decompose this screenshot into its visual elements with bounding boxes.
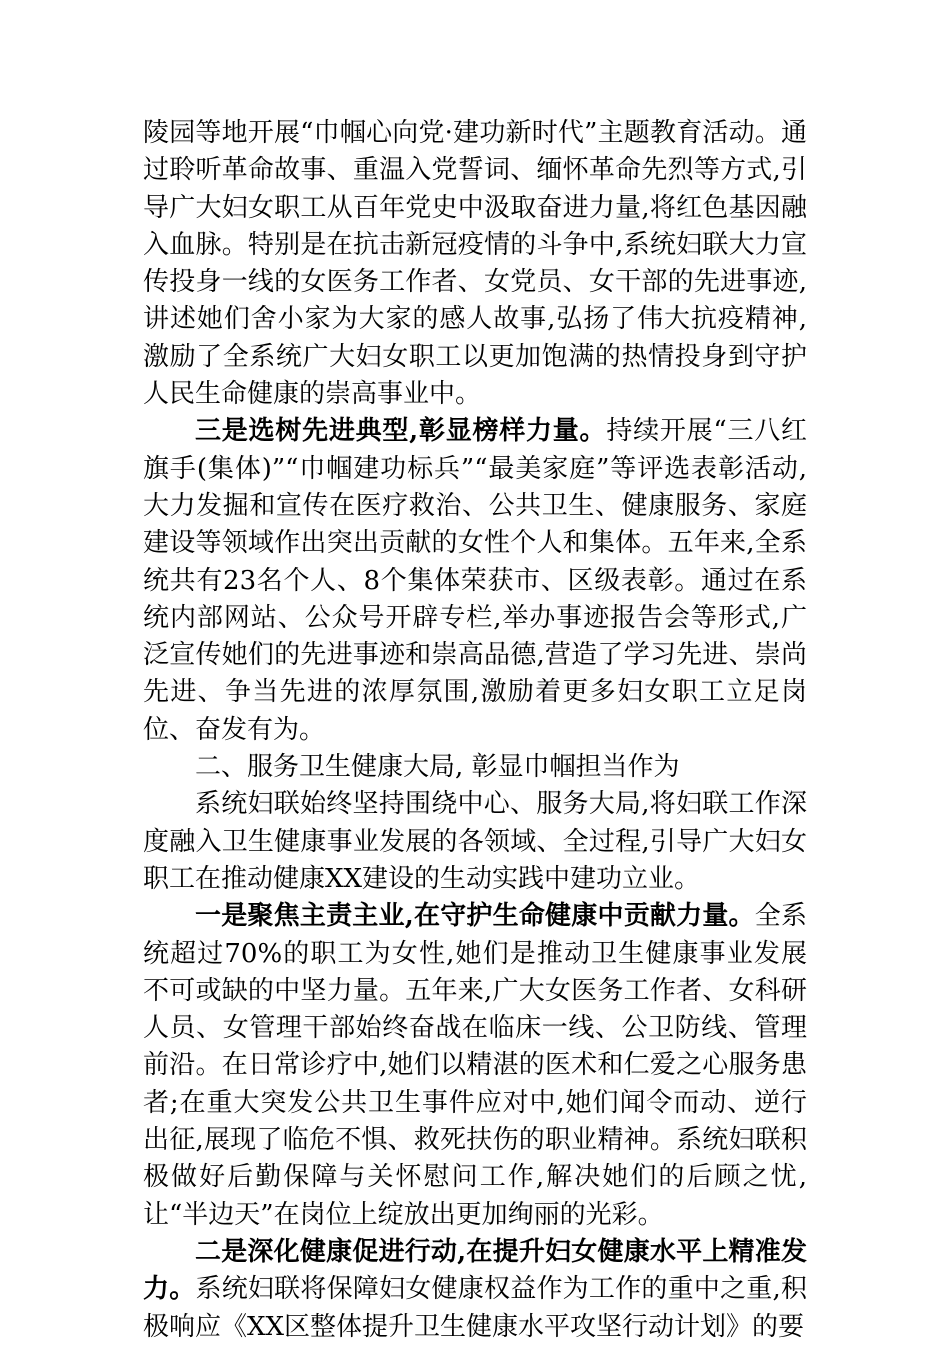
paragraph-text: 系统妇联将保障妇女健康权益作为工作的重中之重,积极响应《XX区整体提升卫生健康水平攻坚行动计划》的要 <box>143 1274 807 1342</box>
paragraph-role-models <box>143 413 807 749</box>
paragraph-health-promotion <box>143 1234 807 1346</box>
section-heading: 二、服务卫生健康大局, 彰显巾帼担当作为 <box>195 752 680 783</box>
paragraph-lead: 三是选树先进典型,彰显榜样力量。 <box>195 416 607 447</box>
paragraph-education-activities <box>143 115 807 413</box>
document-page <box>143 115 807 1346</box>
paragraph-lead: 一是聚焦主责主业,在守护生命健康中贡献力量。 <box>195 901 755 932</box>
paragraph-lead: 二是深化健康促进行动,在提升妇女健康水平上精准发力。 <box>143 1236 807 1305</box>
paragraph-section-intro <box>143 786 807 898</box>
paragraph-text: 系统妇联始终坚持围绕中心、服务大局,将妇联工作深度融入卫生健康事业发展的各领域、全过程,引导广大妇女职工在推动健康XX建设的生动实践中建功立业。 <box>143 789 807 894</box>
paragraph-text: 陵园等地开展“巾帼心向党·建功新时代”主题教育活动。通过聆听革命故事、重温入党誓词、缅怀革命先烈等方式,引导广大妇女职工从百年党史中汲取奋进力量,将红色基因融入血脉。特别是在抗击新冠疫情的斗争中,系统妇联大力宣传投身一线的女医务工作者、女党员、女干部的先进事迹,讲述她们舍小家为大家的感人故事,弘扬了伟大抗疫精神,激励了全系统广大妇女职工以更加饱满的热情投身到守护人民生命健康的崇高事业中。 <box>143 118 807 410</box>
paragraph-text: 持续开展“三八红旗手(集体)”“巾帼建功标兵”“最美家庭”等评选表彰活动,大力发掘和宣传在医疗救治、公共卫生、健康服务、家庭建设等领域作出突出贡献的女性个人和集体。五年来,全系统共有23名个人、8个集体荣获市、区级表彰。通过在系统内部网站、公众号开辟专栏,举办事迹报告会等形式,广泛宣传她们的先进事迹和崇高品德,营造了学习先进、崇尚先进、争当先进的浓厚氛围,激励着更多妇女职工立足岗位、奋发有为。 <box>143 416 807 745</box>
paragraph-core-duties <box>143 898 807 1234</box>
paragraph-text: 全系统超过70%的职工为女性,她们是推动卫生健康事业发展不可或缺的中坚力量。五年来,广大女医务工作者、女科研人员、女管理干部始终奋战在临床一线、公卫防线、管理前沿。在日常诊疗中,她们以精湛的医术和仁爱之心服务患者;在重大突发公共卫生事件应对中,她们闻令而动、逆行出征,展现了临危不惧、救死扶伤的职业精神。系统妇联积极做好后勤保障与关怀慰问工作,解决她们的后顾之忧,让“半边天”在岗位上绽放出更加绚丽的光彩。 <box>143 901 807 1230</box>
